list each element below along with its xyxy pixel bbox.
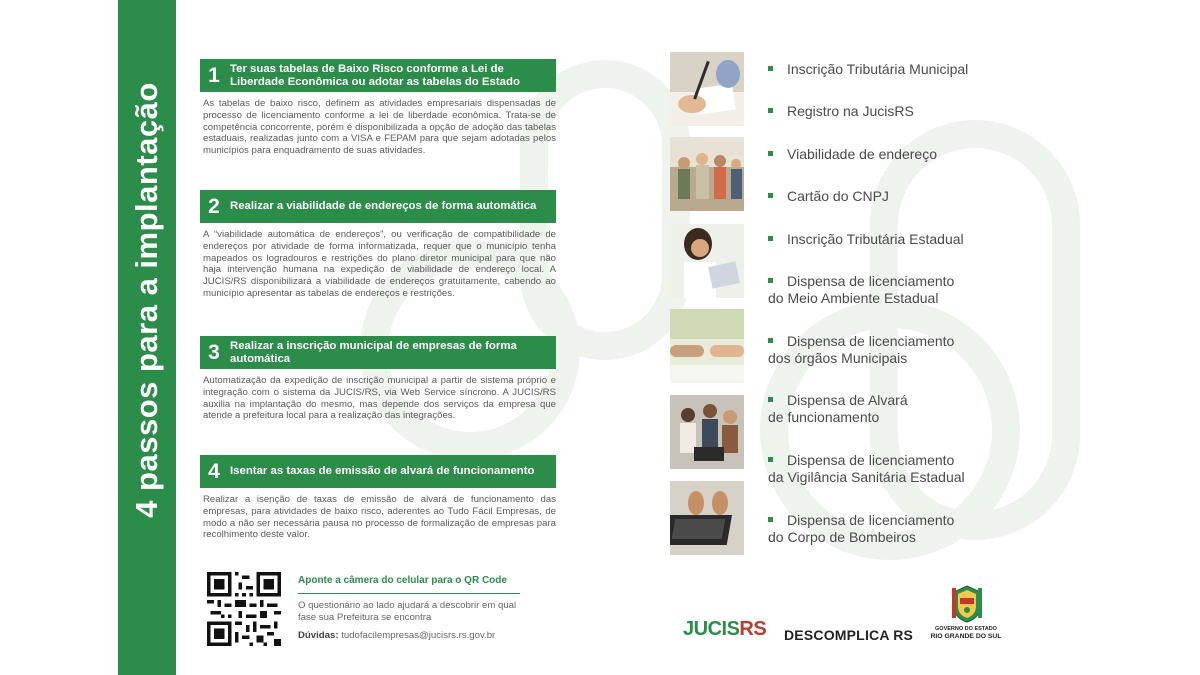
list-item: [768, 512, 1078, 546]
step-title: Ter suas tabelas de Baixo Risco conforme a Lei de Liberdade Econômica ou adotar as tabelas do Estado: [230, 62, 520, 88]
gov-title-line2: RIO GRANDE DO SUL: [930, 633, 1002, 640]
item-text-line2: dos órgãos Municipais: [768, 350, 908, 366]
step-3: [200, 336, 556, 422]
item-text: Registro na JucisRS: [787, 103, 914, 119]
qr-contact: [298, 630, 548, 641]
step-body: Realizar a isenção de taxas de emissão de alvará de funcionamento das empresas, para atividades de baixo risco, aderentes ao Tudo Fácil Empresas, de modo a não ser necessária pausa no processo de formalização de empresas para recolhimento deste valor.: [203, 494, 556, 541]
list-item: [768, 231, 1078, 248]
list-item: [768, 103, 1078, 120]
qr-description: O questionário ao lado ajudará a descobrir em qual fase sua Prefeitura se encontra: [298, 600, 517, 623]
list-item: [768, 61, 1078, 78]
bullet-square-icon: [768, 193, 773, 198]
item-text: Dispensa de licenciamento: [787, 273, 955, 289]
item-text-line2: de funcionamento: [768, 409, 880, 425]
item-text-line2: do Corpo de Bombeiros: [768, 529, 916, 545]
step-number: 3: [208, 340, 220, 364]
qr-code[interactable]: [207, 572, 281, 646]
item-text: Dispensa de licenciamento: [787, 333, 955, 349]
bullet-square-icon: [768, 151, 773, 156]
photo-laptop-typing: [670, 481, 744, 555]
descomplica-rs-logo: DESCOMPLICA RS: [784, 627, 914, 643]
photo-woman-tablet: [670, 224, 744, 298]
item-text: Inscrição Tributária Estadual: [787, 231, 964, 247]
photo-writing: [670, 52, 744, 126]
side-title-text: 4 passos para a implantação: [129, 82, 164, 518]
bullet-square-icon: [768, 517, 773, 522]
bullet-square-icon: [768, 457, 773, 462]
photo-people-group: [670, 137, 744, 211]
step-header: [200, 455, 556, 488]
bullet-square-icon: [768, 338, 773, 343]
qr-divider: [298, 593, 520, 594]
jucis-logo-rs: RS: [739, 618, 767, 640]
contact-label: Dúvidas:: [298, 630, 339, 641]
jucisrs-logo: [683, 618, 766, 641]
list-item: [768, 188, 1078, 205]
item-text: Dispensa de licenciamento: [787, 452, 955, 468]
photo-team-laptop: [670, 395, 744, 469]
item-text: Inscrição Tributária Municipal: [787, 61, 969, 77]
list-item: [768, 452, 1078, 486]
qr-info: [298, 575, 548, 641]
step-number: 1: [208, 63, 220, 87]
item-text-line2: da Vigilância Sanitária Estadual: [768, 469, 965, 485]
step-header: [200, 59, 556, 92]
step-title: Isentar as taxas de emissão de alvará de funcionamento: [230, 465, 535, 478]
bullet-square-icon: [768, 278, 773, 283]
contact-email-link[interactable]: tudofacilempresas@jucisrs.rs.gov.br: [341, 630, 496, 641]
step-4: [200, 455, 556, 541]
list-item: [768, 392, 1078, 426]
qr-call-to-action: Aponte a câmera do celular para o QR Code: [298, 575, 507, 586]
step-1: [200, 59, 556, 157]
item-text-line2: do Meio Ambiente Estadual: [768, 290, 939, 306]
list-item: [768, 273, 1078, 307]
state-crest-icon: [950, 584, 984, 624]
bullet-square-icon: [768, 397, 773, 402]
step-body: Automatização da expedição de inscrição municipal a partir de sistema próprio e integração com o sistema da JUCIS/RS, via Web Service síncrono. A JUCIS/RS auxilia na implantação do mesmo, mas depende dos serviços da empresa que atende a prefeitura local para a realização das integrações.: [203, 375, 556, 422]
step-number: 2: [208, 194, 220, 218]
list-item: [768, 333, 1078, 367]
step-header: [200, 190, 556, 223]
bullet-square-icon: [768, 236, 773, 241]
step-title: Realizar a viabilidade de endereços de forma automática: [230, 200, 537, 213]
bullet-square-icon: [768, 108, 773, 113]
photo-fist-bump: [670, 309, 744, 383]
item-text: Cartão do CNPJ: [787, 188, 889, 204]
item-text: Dispensa de licenciamento: [787, 512, 955, 528]
step-body: As tabelas de baixo risco, definem as atividades empresariais dispensadas de processo de licenciamento conforme a lei de liberdade econômica. Trata-se de competência concorrente, porém é disponibilizada a opção de adoção das tabelas estaduais, realizadas junto com a VISA e FEPAM para que sejam adotadas pelos municípios para enquadramento de suas atividades.: [203, 98, 556, 157]
gov-title-line1: GOVERNO DO ESTADO: [935, 626, 997, 632]
bullet-square-icon: [768, 66, 773, 71]
item-text: Viabilidade de endereço: [787, 146, 937, 162]
list-item: [768, 146, 1078, 163]
step-title: Realizar a inscrição municipal de empresas de forma automática: [230, 339, 517, 365]
step-2: [200, 190, 556, 300]
step-body: A “viabilidade automática de endereços”, ou verificação de compatibilidade de endereços por atividade de forma informatizada, requer que o município tenha mapeados os logradouros e restrições do plano diretor municipal para que não haja intervenção humana na expedição de viabilidade de endereço local. A JUCIS/RS disponibilizará a viabilidade de endereços gratuitamente, cabendo ao município apresentar as tabelas de endereços e restrições.: [203, 229, 556, 299]
step-header: [200, 336, 556, 369]
step-number: 4: [208, 459, 220, 483]
jucis-logo-text: JUCIS: [683, 618, 740, 640]
item-text: Dispensa de Alvará: [787, 392, 908, 408]
